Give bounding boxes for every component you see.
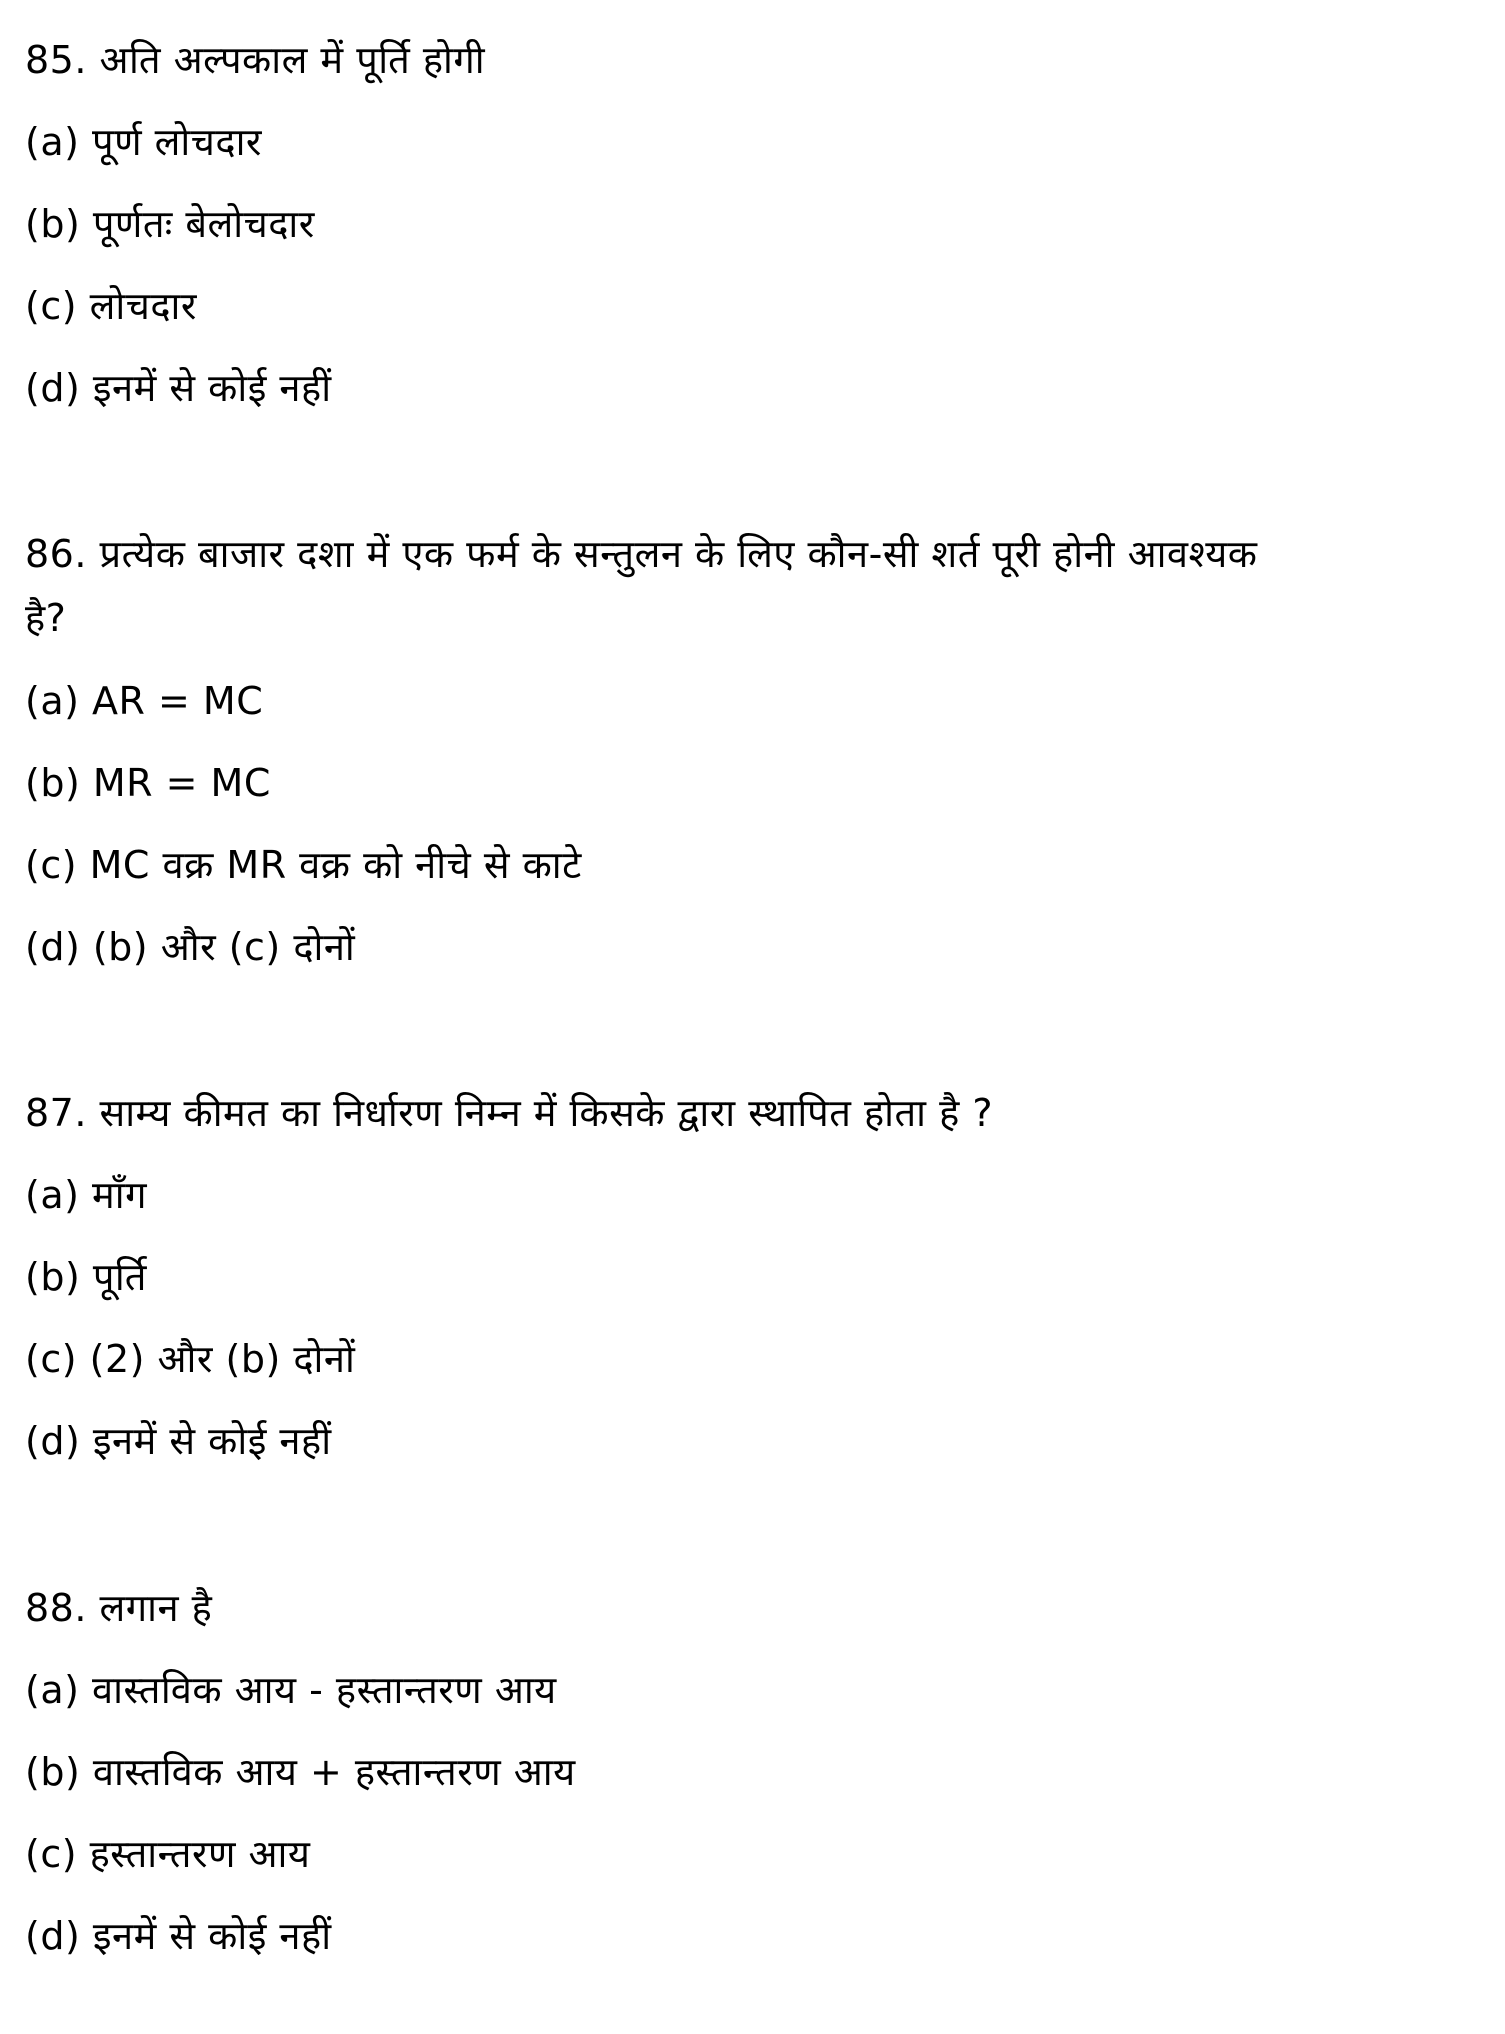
- option-b: (b) वास्तविक आय + हस्तान्तरण आय: [25, 1750, 576, 1794]
- option-c: (c) MC वक्र MR वक्र को नीचे से काटे: [25, 843, 582, 887]
- option-b: (b) MR = MC: [25, 761, 271, 805]
- question-text: 86. प्रत्येक बाजार दशा में एक फर्म के सन्तुलन के लिए कौन-सी शर्त पूरी होनी आवश्यक: [25, 532, 1258, 576]
- question-text: 87. साम्य कीमत का निर्धारण निम्न में किसके द्वारा स्थापित होता है ?: [25, 1091, 994, 1135]
- option-d: (d) इनमें से कोई नहीं: [25, 1914, 332, 1958]
- option-d: (d) इनमें से कोई नहीं: [25, 1419, 332, 1463]
- option-a: (a) पूर्ण लोचदार: [25, 120, 262, 164]
- option-b: (b) पूर्ति: [25, 1255, 147, 1299]
- option-c: (c) (2) और (b) दोनों: [25, 1337, 356, 1381]
- option-a: (a) वास्तविक आय - हस्तान्तरण आय: [25, 1668, 557, 1712]
- option-a: (a) AR = MC: [25, 679, 264, 723]
- option-b: (b) पूर्णतः बेलोचदार: [25, 202, 315, 246]
- question-text: 85. अति अल्पकाल में पूर्ति होगी: [25, 38, 486, 82]
- option-c: (c) लोचदार: [25, 284, 197, 328]
- option-d: (d) (b) और (c) दोनों: [25, 925, 356, 969]
- option-a: (a) माँग: [25, 1173, 147, 1217]
- question-text: 88. लगान है: [25, 1586, 213, 1630]
- question-text-continued: है?: [25, 596, 67, 640]
- option-d: (d) इनमें से कोई नहीं: [25, 366, 332, 410]
- option-c: (c) हस्तान्तरण आय: [25, 1832, 311, 1876]
